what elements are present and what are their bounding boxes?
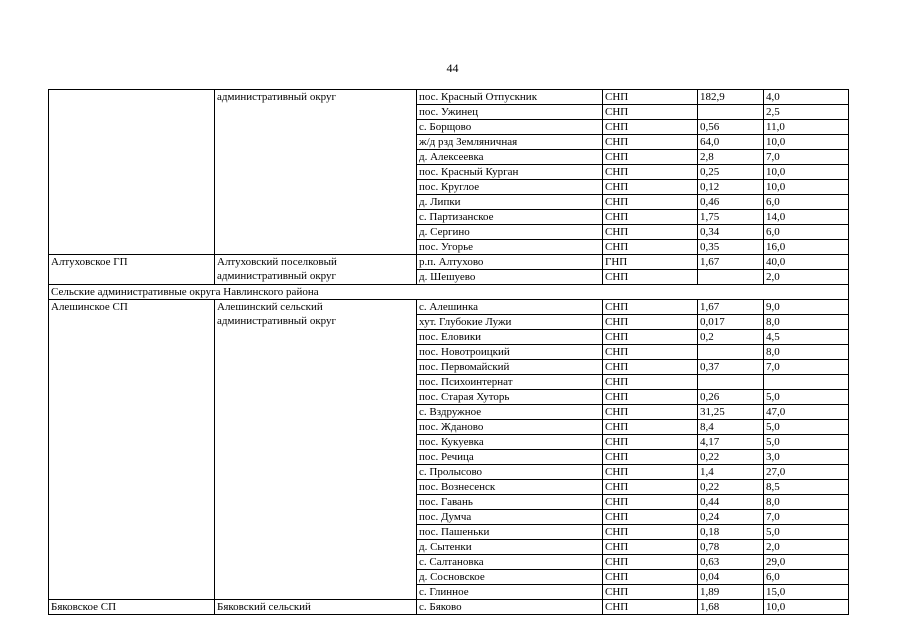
value2-cell: 3,0 [764,450,849,465]
place-cell: пос. Новотроицкий [417,345,603,360]
place-cell: пос. Круглое [417,180,603,195]
type-cell: СНП [603,330,698,345]
value2-cell: 10,0 [764,180,849,195]
place-cell: пос. Ужинец [417,105,603,120]
value1-cell [698,270,764,285]
place-cell: д. Липки [417,195,603,210]
type-cell: СНП [603,525,698,540]
value2-cell: 7,0 [764,510,849,525]
type-cell: СНП [603,345,698,360]
value2-cell: 4,0 [764,90,849,105]
place-cell: пос. Речица [417,450,603,465]
type-cell: СНП [603,195,698,210]
type-cell: СНП [603,300,698,315]
value1-cell: 1,4 [698,465,764,480]
value1-cell [698,105,764,120]
value1-cell: 8,4 [698,420,764,435]
value1-cell: 182,9 [698,90,764,105]
table-row [49,255,849,270]
value2-cell: 15,0 [764,585,849,600]
value1-cell: 1,67 [698,300,764,315]
place-cell: пос. Вознесенск [417,480,603,495]
place-cell: пос. Красный Курган [417,165,603,180]
type-cell: СНП [603,570,698,585]
place-cell: с. Бяково [417,600,603,615]
place-cell: хут. Глубокие Лужи [417,315,603,330]
place-cell: пос. Первомайский [417,360,603,375]
place-cell: с. Партизанское [417,210,603,225]
district-cell [49,90,215,255]
type-cell: СНП [603,585,698,600]
value1-cell: 0,017 [698,315,764,330]
place-cell: ж/д рзд Земляничная [417,135,603,150]
place-cell: пос. Гавань [417,495,603,510]
value1-cell: 0,25 [698,165,764,180]
value1-cell: 31,25 [698,405,764,420]
value1-cell: 0,22 [698,480,764,495]
value2-cell: 29,0 [764,555,849,570]
place-cell: пос. Думча [417,510,603,525]
value1-cell: 0,2 [698,330,764,345]
table-row [49,300,849,315]
type-cell: СНП [603,105,698,120]
type-cell: СНП [603,495,698,510]
type-cell: СНП [603,555,698,570]
type-cell: СНП [603,420,698,435]
place-cell: с. Салтановка [417,555,603,570]
value2-cell: 10,0 [764,600,849,615]
page-number: 44 [446,61,459,75]
value1-cell: 0,22 [698,450,764,465]
type-cell: СНП [603,510,698,525]
value2-cell: 7,0 [764,360,849,375]
value2-cell: 8,0 [764,495,849,510]
value1-cell: 0,34 [698,225,764,240]
value2-cell: 2,0 [764,540,849,555]
place-cell: с. Пролысово [417,465,603,480]
value2-cell: 5,0 [764,525,849,540]
value2-cell: 7,0 [764,150,849,165]
value2-cell: 5,0 [764,420,849,435]
value2-cell: 5,0 [764,435,849,450]
type-cell: СНП [603,180,698,195]
place-cell: с. Алешинка [417,300,603,315]
section-heading-row [49,285,849,300]
value2-cell: 16,0 [764,240,849,255]
type-cell: СНП [603,480,698,495]
type-cell: СНП [603,225,698,240]
value1-cell: 4,17 [698,435,764,450]
district-cell: Бяковское СП [49,600,215,615]
value2-cell: 8,5 [764,480,849,495]
place-cell: д. Сытенки [417,540,603,555]
place-cell: с. Вздружное [417,405,603,420]
value2-cell: 14,0 [764,210,849,225]
place-cell: пос. Старая Хуторь [417,390,603,405]
value1-cell: 1,75 [698,210,764,225]
type-cell: СНП [603,540,698,555]
section-heading: Сельские административные округа Навлинского района [49,285,849,300]
value1-cell: 0,35 [698,240,764,255]
value1-cell: 0,04 [698,570,764,585]
value1-cell: 0,12 [698,180,764,195]
value1-cell: 64,0 [698,135,764,150]
type-cell: СНП [603,390,698,405]
type-cell: СНП [603,165,698,180]
okrug-cell: Алешинский сельский административный округ [215,300,417,600]
type-cell: СНП [603,450,698,465]
value2-cell: 40,0 [764,255,849,270]
type-cell: СНП [603,405,698,420]
value2-cell: 6,0 [764,225,849,240]
type-cell: СНП [603,600,698,615]
place-cell: пос. Психоинтернат [417,375,603,390]
settlements-table [48,89,849,615]
type-cell: СНП [603,465,698,480]
value1-cell: 0,37 [698,360,764,375]
place-cell: д. Сергино [417,225,603,240]
value2-cell: 10,0 [764,165,849,180]
value1-cell: 0,18 [698,525,764,540]
place-cell: д. Сосновское [417,570,603,585]
value2-cell: 6,0 [764,570,849,585]
place-cell: д. Алексеевка [417,150,603,165]
value2-cell: 27,0 [764,465,849,480]
okrug-cell: административный округ [215,90,417,255]
type-cell: СНП [603,240,698,255]
place-cell: с. Глинное [417,585,603,600]
value1-cell: 1,68 [698,600,764,615]
district-cell: Алешинское СП [49,300,215,600]
table-row [49,600,849,615]
place-cell: пос. Красный Отпускник [417,90,603,105]
value1-cell [698,375,764,390]
value1-cell: 2,8 [698,150,764,165]
value2-cell: 47,0 [764,405,849,420]
value2-cell: 8,0 [764,345,849,360]
type-cell: СНП [603,150,698,165]
type-cell: СНП [603,90,698,105]
value2-cell: 8,0 [764,315,849,330]
value1-cell: 0,44 [698,495,764,510]
type-cell: СНП [603,135,698,150]
place-cell: пос. Жданово [417,420,603,435]
value1-cell: 0,78 [698,540,764,555]
value1-cell: 0,26 [698,390,764,405]
value1-cell: 1,67 [698,255,764,270]
value1-cell [698,345,764,360]
okrug-cell: Алтуховский поселковый административный округ [215,255,417,285]
place-cell: пос. Кукуевка [417,435,603,450]
place-cell: с. Борщово [417,120,603,135]
place-cell: д. Шешуево [417,270,603,285]
value1-cell: 0,46 [698,195,764,210]
type-cell: СНП [603,210,698,225]
place-cell: пос. Еловики [417,330,603,345]
value2-cell: 10,0 [764,135,849,150]
value2-cell: 11,0 [764,120,849,135]
place-cell: р.п. Алтухово [417,255,603,270]
value2-cell: 2,0 [764,270,849,285]
value2-cell: 6,0 [764,195,849,210]
district-cell: Алтуховское ГП [49,255,215,285]
type-cell: СНП [603,360,698,375]
table-row [49,90,849,105]
place-cell: пос. Угорье [417,240,603,255]
type-cell: СНП [603,270,698,285]
value1-cell: 0,24 [698,510,764,525]
value2-cell: 2,5 [764,105,849,120]
place-cell: пос. Пашеньки [417,525,603,540]
value2-cell: 5,0 [764,390,849,405]
value1-cell: 0,63 [698,555,764,570]
value2-cell [764,375,849,390]
type-cell: ГНП [603,255,698,270]
type-cell: СНП [603,120,698,135]
type-cell: СНП [603,375,698,390]
type-cell: СНП [603,315,698,330]
value2-cell: 4,5 [764,330,849,345]
value1-cell: 0,56 [698,120,764,135]
type-cell: СНП [603,435,698,450]
value2-cell: 9,0 [764,300,849,315]
value1-cell: 1,89 [698,585,764,600]
okrug-cell: Бяковский сельский [215,600,417,615]
